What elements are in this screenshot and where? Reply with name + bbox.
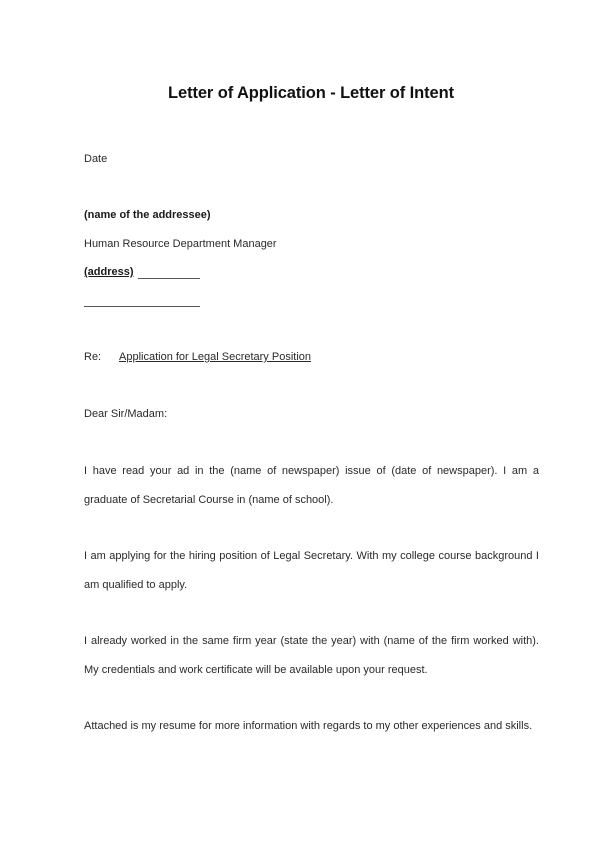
address-blank-line-1 <box>138 278 200 279</box>
salutation: Dear Sir/Madam: <box>84 408 168 420</box>
addressee-title: Human Resource Department Manager <box>84 238 277 250</box>
paragraph-2: I am applying for the hiring position of Legal Secretary. With my college course background I am qualified to apply. <box>84 550 539 591</box>
paragraph-1: I have read your ad in the (name of newspaper) issue of (date of newspaper). I am a graduate of Secretarial Course in (name of school). <box>84 465 539 506</box>
date-label: Date <box>84 153 108 165</box>
address-blank-line-2 <box>84 306 200 307</box>
letter-title: Letter of Application - Letter of Intent <box>168 84 454 102</box>
addressee-name: (name of the addressee) <box>84 209 211 221</box>
paragraph-3: I already worked in the same firm year (state the year) with (name of the firm worked with). My credentials and work certificate will be available upon your request. <box>84 635 539 676</box>
re-label: Re: <box>84 351 102 363</box>
re-subject: Application for Legal Secretary Position <box>119 351 311 363</box>
address-label: (address) <box>84 266 134 278</box>
paragraph-4: Attached is my resume for more information with regards to my other experiences and skills. <box>84 720 533 732</box>
